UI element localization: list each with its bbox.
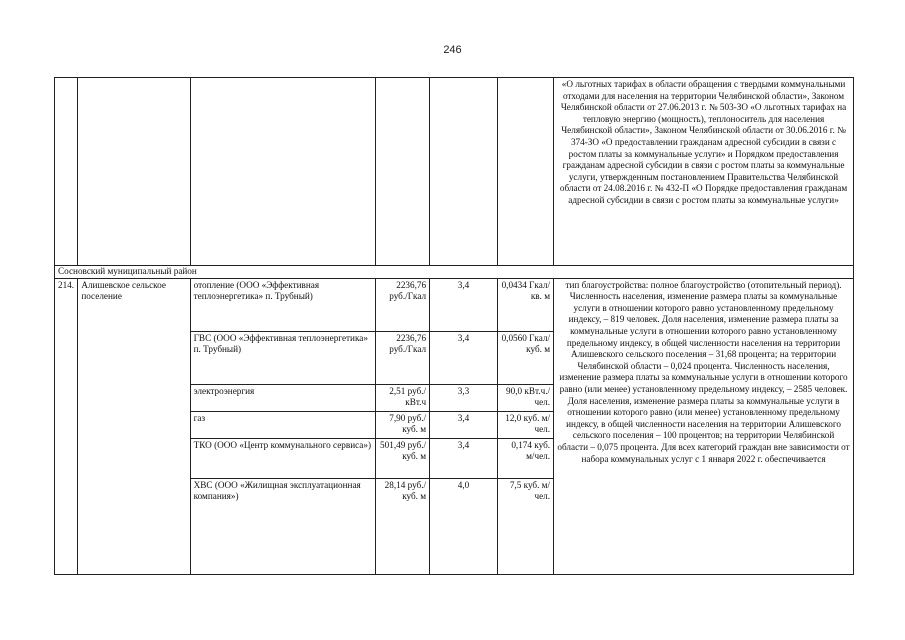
service-name: ТКО (ООО «Центр коммунального сервиса») (190, 438, 375, 478)
service-name: газ (190, 411, 375, 438)
norm-value: 12,0 куб. м/чел. (497, 411, 553, 438)
continuation-row (55, 78, 854, 266)
tariff-value: 2,51 руб./кВт.ч (376, 384, 430, 411)
tariff-value: 2236,76 руб./Гкал (376, 278, 430, 331)
norm-value: 0,0560 Гкал/куб. м (497, 331, 553, 384)
tariff-table (54, 77, 854, 575)
entry-number: 214. (55, 278, 78, 574)
service-name: электроэнергия (190, 384, 375, 411)
index-percent: 3,4 (430, 278, 498, 331)
norm-value: 90,0 кВт.ч./чел. (497, 384, 553, 411)
norm-value: 7,5 куб. м/чел. (497, 478, 553, 574)
service-row (55, 278, 854, 331)
tariff-value: 7,90 руб./куб. м (376, 411, 430, 438)
index-percent: 3,4 (430, 411, 498, 438)
continuation-note: «О льготных тарифах в области обращения с твердыми коммунальными отходами для населения на территории Челябинской области», Законом Челябинской области от 27.06.2013 г. № 503-ЗО «О льготных тарифах на тепловую энергию (мощность), теплоноситель для населения Челябинской области», Законом Челябинской области от 30.06.2016 г. № 374-ЗО «О предоставлении гражданам адресной субсидии в связи с ростом платы за коммунальные услуги» и Порядком предоставления гражданам адресной субсидии в связи с ростом платы за коммунальные услуги, утвержденным постановлением Правительства Челябинской области от 24.08.2016 г. № 432-П «О Порядке предоставления гражданам адресной субсидии в связи с ростом платы за коммунальные услуги» (554, 78, 854, 266)
index-percent: 3,4 (430, 331, 498, 384)
service-name: ГВС (ООО «Эффективная теплоэнергетика» п. Трубный) (190, 331, 375, 384)
norm-value: 0,0434 Гкал/кв. м (497, 278, 553, 331)
page-number: 246 (443, 44, 462, 56)
norm-value: 0,174 куб. м/чел. (497, 438, 553, 478)
settlement-name: Алишевское сельское поселение (78, 278, 190, 574)
service-name: отопление (ООО «Эффективная теплоэнергетика» п. Трубный) (190, 278, 375, 331)
index-percent: 4,0 (430, 478, 498, 574)
service-name: ХВС (ООО «Жилищная эксплуатационная компания») (190, 478, 375, 574)
index-percent: 3,4 (430, 438, 498, 478)
tariff-value: 501,49 руб./куб. м (376, 438, 430, 478)
tariff-value: 28,14 руб./куб. м (376, 478, 430, 574)
district-name: Сосновский муниципальный район (55, 266, 854, 279)
entry-note: тип благоустройства: полное благоустройство (отопительный период). Численность населения, изменение размера платы за коммунальные услуги в отношении которого равно установленному предельному индексу, – 819 человек. Доля населения, изменение размера платы за коммунальные услуги в отношении которого равно установленному предельному индексу, в общей численности населения на территории Алишевского сельского поселения – 31,68 процента; на территории Челябинской области – 0,024 процента. Численность населения, изменение размера платы за коммунальные услуги в отношении которого равно (или менее) установленному предельному индексу, – 2585 человек. Доля населения, изменение размера платы за коммунальные услуги в отношении которого равно (или менее) установленному предельному индексу, в общей численности населения на территории Алишевского сельского поселения – 100 процентов; на территории Челябинской области – 0,075 процента. Для всех категорий граждан вне зависимости от набора коммунальных услуг с 1 января 2022 г. обеспечивается (554, 278, 854, 574)
tariff-value: 2236,76 руб./Гкал (376, 331, 430, 384)
index-percent: 3,3 (430, 384, 498, 411)
district-row (55, 266, 854, 279)
